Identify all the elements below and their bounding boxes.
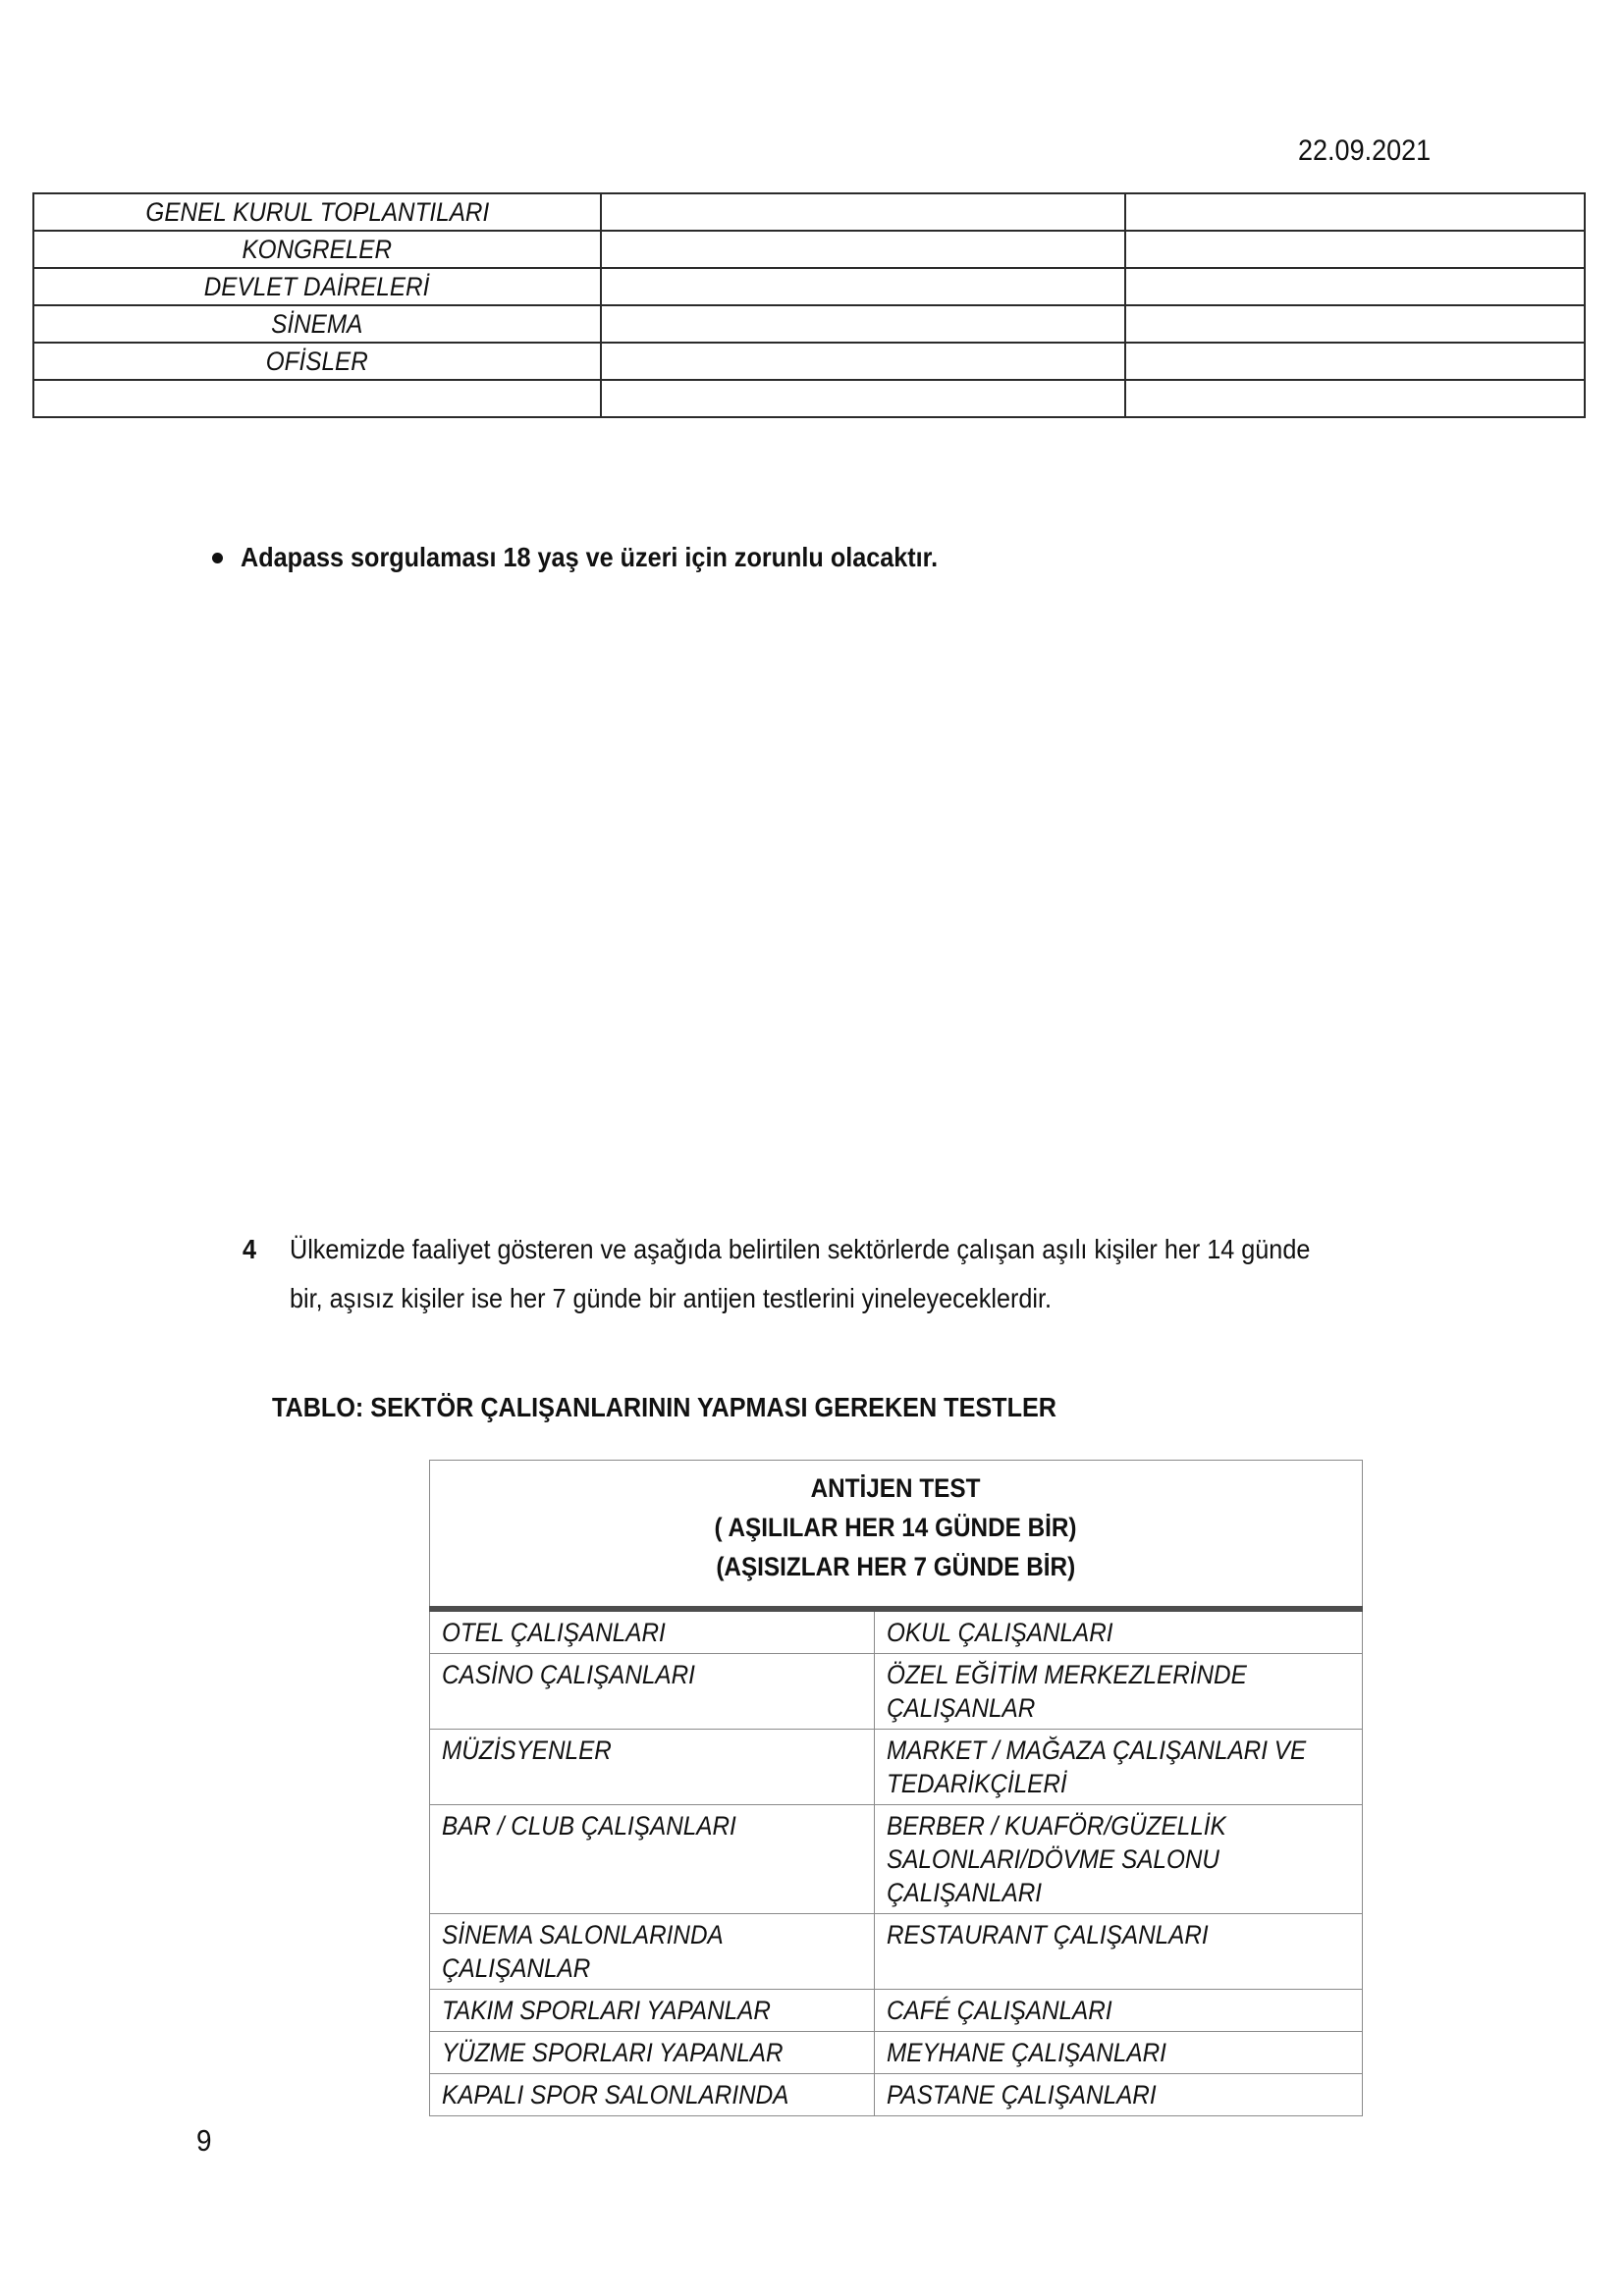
sector-cell [875, 1914, 1363, 1990]
empty-cell [1125, 305, 1585, 343]
table-row [430, 1730, 1363, 1805]
empty-cell [1125, 343, 1585, 380]
venue-cell [33, 343, 601, 380]
test-table [429, 1460, 1363, 2116]
table-row [33, 231, 1585, 268]
header-line: ( AŞILILAR HER 14 GÜNDE BİR) [714, 1513, 1078, 1542]
list-item-text [290, 1225, 1424, 1323]
venues-table [32, 192, 1586, 418]
list-item-number: 4 [243, 1234, 257, 1264]
paragraph-line: Ülkemizde faaliyet gösteren ve aşağıda belirtilen sektörlerde çalışan aşılı kişiler her 14 günde [290, 1234, 1311, 1264]
sector-label: MARKET / MAĞAZA ÇALIŞANLARI VE TEDARİKÇİLERİ [887, 1735, 1307, 1798]
sector-label: MEYHANE ÇALIŞANLARI [887, 2038, 1166, 2067]
empty-cell [601, 231, 1125, 268]
table-row [33, 268, 1585, 305]
venue-label: GENEL KURUL TOPLANTILARI [145, 196, 489, 227]
header-line: (AŞISIZLAR HER 7 GÜNDE BİR) [716, 1552, 1076, 1581]
table-row [33, 193, 1585, 231]
empty-cell [601, 305, 1125, 343]
sector-label: BERBER / KUAFÖR/GÜZELLİK SALONLARI/DÖVME SALONU ÇALIŞANLARI [887, 1811, 1226, 1907]
table-row [430, 1609, 1363, 1654]
sector-cell [430, 1805, 875, 1914]
sector-cell [430, 1990, 875, 2032]
sector-cell [875, 1730, 1363, 1805]
table-row [430, 1654, 1363, 1730]
header-line: ANTİJEN TEST [811, 1473, 981, 1503]
bullet-marker-icon [212, 553, 223, 563]
empty-cell [1125, 268, 1585, 305]
sector-cell [430, 1730, 875, 1805]
sector-cell [875, 1990, 1363, 2032]
table-row [430, 1805, 1363, 1914]
document-date [1283, 134, 1431, 168]
sector-label: YÜZME SPORLARI YAPANLAR [442, 2038, 784, 2067]
sector-cell [430, 1609, 875, 1654]
sector-label: ÖZEL EĞİTİM MERKEZLERİNDE ÇALIŞANLAR [887, 1660, 1247, 1723]
sector-label: OKUL ÇALIŞANLARI [887, 1618, 1113, 1647]
tests-table-heading: TABLO: SEKTÖR ÇALIŞANLARININ YAPMASI GEREKEN TESTLER [272, 1392, 1056, 1422]
sector-cell [875, 1805, 1363, 1914]
sector-cell [875, 2032, 1363, 2074]
table-row [430, 2032, 1363, 2074]
table-row [33, 343, 1585, 380]
empty-cell [601, 268, 1125, 305]
sector-label: OTEL ÇALIŞANLARI [442, 1618, 666, 1647]
venue-cell [33, 380, 601, 417]
sector-cell [875, 1654, 1363, 1730]
sector-label: MÜZİSYENLER [442, 1735, 612, 1765]
table-row [430, 2074, 1363, 2116]
venue-label: OFİSLER [266, 346, 368, 376]
sector-label: SİNEMA SALONLARINDA ÇALIŞANLAR [442, 1920, 723, 1983]
sector-cell [875, 2074, 1363, 2116]
bullet-text: Adapass sorgulaması 18 yaş ve üzeri için zorunlu olacaktır. [241, 542, 939, 572]
sector-label: RESTAURANT ÇALIŞANLARI [887, 1920, 1209, 1949]
date-text: 22.09.2021 [1297, 134, 1431, 167]
sector-cell [430, 2074, 875, 2116]
venue-label: KONGRELER [242, 234, 393, 264]
sector-label: CAFÉ ÇALIŞANLARI [887, 1996, 1112, 2025]
venue-cell [33, 231, 601, 268]
venue-label: SİNEMA [271, 308, 363, 339]
bullet-item [212, 542, 1015, 573]
empty-cell [1125, 193, 1585, 231]
empty-cell [601, 380, 1125, 417]
venue-label: DEVLET DAİRELERİ [204, 271, 430, 301]
table-row [33, 305, 1585, 343]
sector-cell [430, 2032, 875, 2074]
table-row [430, 1914, 1363, 1990]
empty-cell [1125, 231, 1585, 268]
venue-cell [33, 268, 601, 305]
table-row [33, 380, 1585, 417]
sector-cell [875, 1609, 1363, 1654]
test-table-header [430, 1461, 1363, 1610]
sector-cell [430, 1654, 875, 1730]
sector-label: CASİNO ÇALIŞANLARI [442, 1660, 695, 1689]
empty-cell [601, 343, 1125, 380]
sector-cell [430, 1914, 875, 1990]
page-number: 9 [196, 2123, 212, 2158]
empty-cell [601, 193, 1125, 231]
empty-cell [1125, 380, 1585, 417]
sector-label: KAPALI SPOR SALONLARINDA [442, 2080, 789, 2109]
sector-label: TAKIM SPORLARI YAPANLAR [442, 1996, 771, 2025]
venue-cell [33, 193, 601, 231]
sector-label: PASTANE ÇALIŞANLARI [887, 2080, 1157, 2109]
table-header-row [430, 1461, 1363, 1610]
venue-cell [33, 305, 601, 343]
list-item-4 [243, 1225, 1424, 1323]
paragraph-line: bir, aşısız kişiler ise her 7 günde bir antijen testlerini yineleyeceklerdir. [290, 1283, 1052, 1313]
table-row [430, 1990, 1363, 2032]
sector-label: BAR / CLUB ÇALIŞANLARI [442, 1811, 736, 1841]
